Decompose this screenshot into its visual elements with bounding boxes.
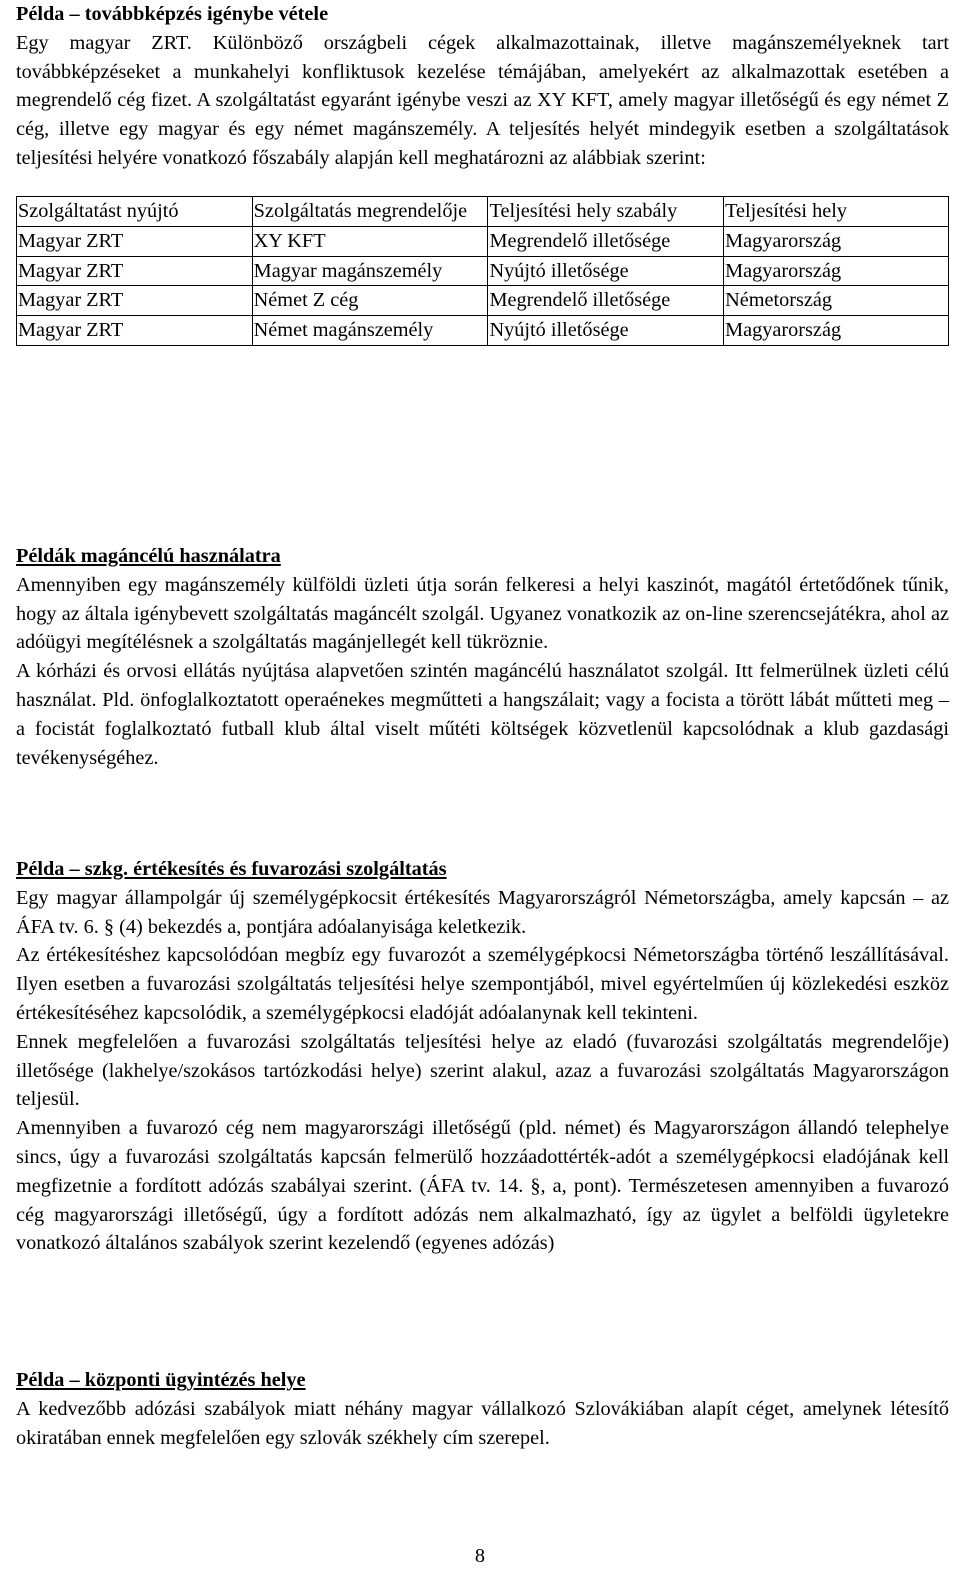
page-number: 8 xyxy=(474,1545,486,1567)
table-header-cell: Szolgáltatást nyújtó xyxy=(18,200,179,222)
section-title: Példa – szkg. értékesítés és fuvarozási szolgáltatás xyxy=(16,858,447,880)
table-header-cell: Teljesítési hely szabály xyxy=(489,200,678,222)
paragraph: A kedvezőbb adózási szabályok miatt néhány magyar vállalkozó Szlovákiában alapít céget, amelynek létesítő okiratában ennek megfelelően egy szlovák székhely cím szerepel. xyxy=(16,1397,949,1449)
table-cell: Németország xyxy=(725,289,833,312)
section-vehicle-sale-transport xyxy=(16,855,949,1258)
place-of-supply-table xyxy=(16,196,949,346)
table-cell: Nyújtó illetősége xyxy=(489,259,629,282)
table-row xyxy=(17,226,949,256)
table-row xyxy=(17,286,949,316)
table-cell: Magyar ZRT xyxy=(18,289,124,312)
paragraph: Egy magyar állampolgár új személygépkocsit értékesítés Magyarországról Németországba, amely kapcsán – az ÁFA tv. 6. § (4) bekezdés a, pontjára adóalanyisága keletkezik. xyxy=(16,886,949,938)
paragraph: Ennek megfelelően a fuvarozási szolgáltatás teljesítési helye az eladó (fuvarozási szolgáltatás megrendelője) illetősége (lakhelye/szokásos tartózkodási helye) szerint alakul, azaz a fuvarozási szolgáltatás Magyarországon teljesül. xyxy=(16,1030,949,1111)
paragraph: Amennyiben egy magánszemély külföldi üzleti útja során felkeresi a helyi kaszinót, magától értetődőnek tűnik, hogy az általa igénybevett szolgáltatás magáncélt szolgál. Ugyanez vonatkozik az on-line szerencsejátékra, ahol az adóügyi megítélésnek a szolgáltatás magánjellegét kell tükröznie. xyxy=(16,573,949,654)
table-cell: Megrendelő illetősége xyxy=(489,289,671,312)
section-private-use xyxy=(16,542,949,772)
table-cell: Magyarország xyxy=(725,259,842,282)
table-row xyxy=(17,256,949,286)
table-header-cell: Teljesítési hely xyxy=(725,200,848,222)
section-continuing-education xyxy=(16,0,949,173)
place-of-supply-table-wrap xyxy=(16,196,949,346)
table-header-row xyxy=(17,197,949,227)
section-title: Példák magáncélú használatra xyxy=(16,545,281,567)
section-title: Példa – központi ügyintézés helye xyxy=(16,1369,306,1391)
paragraph: Egy magyar ZRT. Különböző országbeli cégek alkalmazottainak, illetve magánszemélyeknek tart továbbképzéseket a munkahelyi konfliktusok kezelése témájában, amelyekért az alkalmazottak esetében a megrendelő cég fizet. A szolgáltatást egyaránt igénybe veszi az XY KFT, amely magyar illetőségű és egy német Z cég, illetve egy magyar és egy német magánszemély. A teljesítés helyét mindegyik esetben a szolgáltatások teljesítési helyére vonatkozó főszabály alapján kell meghatározni az alábbiak szerint: xyxy=(16,31,949,169)
table-cell: Magyarország xyxy=(725,319,842,342)
table-cell: XY KFT xyxy=(253,229,326,252)
table-cell: Magyar magánszemély xyxy=(253,259,443,282)
table-cell: Német Z cég xyxy=(253,289,359,312)
table-cell: Magyar ZRT xyxy=(18,319,124,342)
table-cell: Magyarország xyxy=(725,229,842,252)
table-header-cell: Szolgáltatás megrendelője xyxy=(253,200,468,222)
table-cell: Magyar ZRT xyxy=(18,229,124,252)
paragraph: A kórházi és orvosi ellátás nyújtása alapvetően szintén magáncélú használatot szolgál. Itt felmerülnek üzleti célú használat. Pld. önfoglalkoztatott operaénekes megműtteti a hangszálait; vagy a focista a törött lábát műtteti meg – a focistát foglalkoztató futball klub által viselt műtéti költségek közvetlenül kapcsolódnak a klub gazdasági tevékenységéhez. xyxy=(16,660,949,769)
table-cell: Megrendelő illetősége xyxy=(489,229,671,252)
table-cell: Nyújtó illetősége xyxy=(489,319,629,342)
table-row xyxy=(17,316,949,346)
paragraph: Az értékesítéshez kapcsolódóan megbíz egy fuvarozót a személygépkocsi Németországba történő leszállításával. Ilyen esetben a fuvarozási szolgáltatás teljesítési helye szempontjából, mivel egyértelműen új közlekedési eszköz értékesítéséhez kapcsolódik, a személygépkocsi eladóját adóalanynak kell tekinteni. xyxy=(16,944,949,1024)
table-cell: Német magánszemély xyxy=(253,319,434,342)
paragraph: Amennyiben a fuvarozó cég nem magyarországi illetőségű (pld. német) és Magyarországon állandó telephelye sincs, úgy a fuvarozási szolgáltatás kapcsán felmerülő hozzáadottérték-adót a személygépkocsi eladójának kell megfizetnie a fordított adózás szabályai szerint. (ÁFA tv. 14. §, a, pont). Természetesen amennyiben a fuvarozó cég magyarországi illetőségű, úgy a fordított adózás nem alkalmazható, így az ügylet a belföldi ügyletekre vonatkozó általános szabályok szerint kezelendő (egyenes adózás) xyxy=(16,1117,949,1255)
section-central-administration xyxy=(16,1366,949,1452)
section-title: Példa – továbbképzés igénybe vétele xyxy=(16,3,329,25)
table-cell: Magyar ZRT xyxy=(18,259,124,282)
